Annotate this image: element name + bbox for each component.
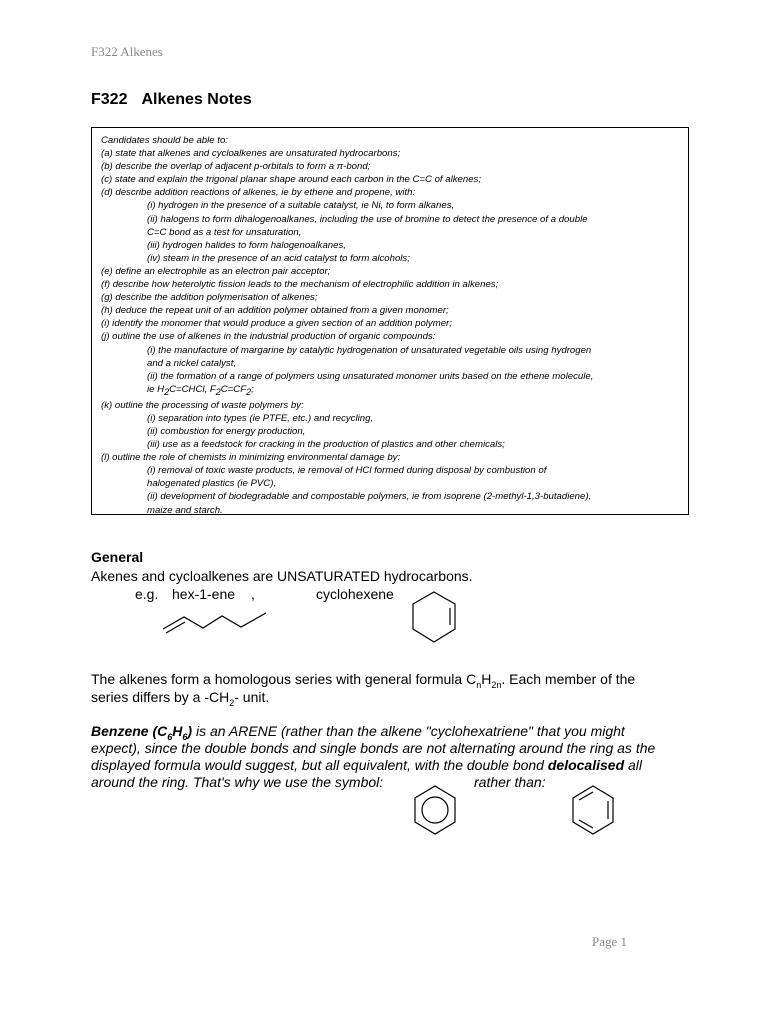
objective-a: (a) state that alkenes and cycloalkenes are unsaturated hydrocarbons; <box>101 148 401 160</box>
objective-j-i-cont: and a nickel catalyst, <box>147 357 237 369</box>
example-hex-1-ene: hex-1-ene <box>172 586 236 602</box>
objective-c: (c) state and explain the trigonal planar shape around each carbon in the C=C of alkenes; <box>101 174 481 186</box>
text-run: around the ring. That's why we use the symbol: <box>91 774 384 790</box>
formula-text: ; <box>251 383 254 395</box>
objective-h: (h) deduce the repeat unit of an addition polymer obtained from a given monomer; <box>101 305 449 317</box>
title-code: F322 <box>91 91 128 108</box>
objective-j-ii: (ii) the formation of a range of polymers using unsaturated monomer units based on the ethene molecule, <box>147 370 594 382</box>
objective-j-i: (i) the manufacture of margarine by catalytic hydrogenation of unsaturated vegetable oils using hydrogen <box>147 344 592 356</box>
objective-d: (d) describe addition reactions of alkenes, ie by ethene and propene, with: <box>101 187 416 199</box>
benzene-line-3 <box>91 757 642 774</box>
objective-j-ii-formulas <box>101 383 593 399</box>
benzene-delocalised-symbol <box>409 783 461 839</box>
delocalised-term: delocalised <box>547 757 625 773</box>
subscript: 6 <box>182 731 188 742</box>
example-eg: e.g. <box>135 586 159 602</box>
formula-subscript: 2 <box>215 386 221 397</box>
objective-d-ii: (ii) halogens to form dihalogenoalkanes, including the use of bromine to detect the presence of a double <box>147 213 588 225</box>
objectives-box <box>91 127 689 515</box>
text-run: H <box>481 671 492 687</box>
page-number: Page 1 <box>592 934 628 949</box>
cyclohexene-structure <box>410 588 466 648</box>
subscript: n <box>476 679 482 690</box>
objective-k-ii: (ii) combustion for energy production, <box>147 425 306 437</box>
objective-f: (f) describe how heterolytic fission leads to the mechanism of electrophilic addition in alkenes; <box>101 279 499 291</box>
general-intro: Akenes and cycloalkenes are UNSATURATED hydrocarbons. <box>91 568 473 584</box>
objective-l-ii-cont: maize and starch. <box>147 504 223 516</box>
objective-k: (k) outline the processing of waste polymers by: <box>101 399 304 411</box>
objective-k-iii: (iii) use as a feedstock for cracking in the production of plastics and other chemicals; <box>147 439 505 451</box>
text-run: all <box>624 757 643 773</box>
formula-text: C=CHCl, F <box>169 383 216 395</box>
objective-intro: Candidates should be able to: <box>101 135 228 146</box>
objective-k-i: (i) separation into types (ie PTFE, etc.) and recycling, <box>147 412 374 424</box>
objective-d-iii: (iii) hydrogen halides to form halogenoalkanes, <box>147 239 346 251</box>
text-run: H <box>172 723 183 739</box>
text-run: ) <box>187 723 193 739</box>
objective-e: (e) define an electrophile as an electron pair acceptor; <box>101 265 331 277</box>
objective-l-ii: (ii) development of biodegradable and compostable polymers, ie from isoprene (2-methyl-1,3-butadiene), <box>147 491 592 503</box>
objectives-list <box>101 134 593 517</box>
text-run: . Each member of the <box>501 671 636 687</box>
objective-l-i: (i) removal of toxic waste products, ie removal of HCl formed during disposal by combustion of <box>147 465 547 477</box>
text-run: Benzene (C <box>91 723 168 739</box>
objective-j: (j) outline the use of alkenes in the industrial production of organic compounds: <box>101 331 436 343</box>
formula-text: C=CF <box>220 383 247 395</box>
objective-d-i: (i) hydrogen in the presence of a suitable catalyst, ie Ni, to form alkanes, <box>147 200 455 212</box>
objective-g: (g) describe the addition polymerisation of alkenes; <box>101 292 318 304</box>
objective-b: (b) describe the overlap of adjacent p-orbitals to form a π-bond; <box>101 161 371 173</box>
formula-text: ie H <box>147 383 165 395</box>
text-run: series differs by a -CH <box>91 689 230 705</box>
objective-d-ii-cont: C=C bond as a test for unsaturation, <box>147 226 302 238</box>
subscript: 6 <box>167 731 173 742</box>
text-run: displayed formula would suggest, but all equivalent, with the double bond <box>91 757 548 773</box>
objective-i: (i) identify the monomer that would produce a given section of an addition polymer; <box>101 318 452 330</box>
text-run: - unit. <box>234 689 270 705</box>
homologous-line-2 <box>91 689 269 712</box>
running-header: F322 Alkenes <box>91 44 163 59</box>
title-name: Alkenes Notes <box>141 91 252 108</box>
section-heading-general: General <box>91 549 144 565</box>
objective-d-iv: (iv) steam in the presence of an acid catalyst to form alcohols; <box>147 252 410 264</box>
hex-1-ene-structure <box>160 604 272 634</box>
formula-subscript: 2 <box>246 386 252 397</box>
text-run: The alkenes form a homologous series with general formula C <box>91 671 477 687</box>
benzene-term <box>91 723 193 742</box>
benzene-kekule-structure <box>567 783 619 839</box>
example-cyclohexene: cyclohexene <box>316 586 394 602</box>
benzene-line-2: expect), since the double bonds and single bonds are not alternating around the ring as the <box>91 740 656 756</box>
objective-l: (l) outline the role of chemists in minimizing environmental damage by: <box>101 452 401 464</box>
objective-l-i-cont: halogenated plastics (ie PVC), <box>147 478 277 490</box>
benzene-rather-than: rather than: <box>474 774 546 790</box>
example-comma: , <box>251 586 255 602</box>
benzene-line-4 <box>91 774 383 791</box>
page-title <box>91 91 252 109</box>
subscript: 2n <box>491 679 502 690</box>
subscript: 2 <box>229 697 235 708</box>
text-run: is an ARENE (rather than the alkene "cyclohexatriene" that you might <box>192 723 625 739</box>
formula-subscript: 2 <box>164 386 170 397</box>
